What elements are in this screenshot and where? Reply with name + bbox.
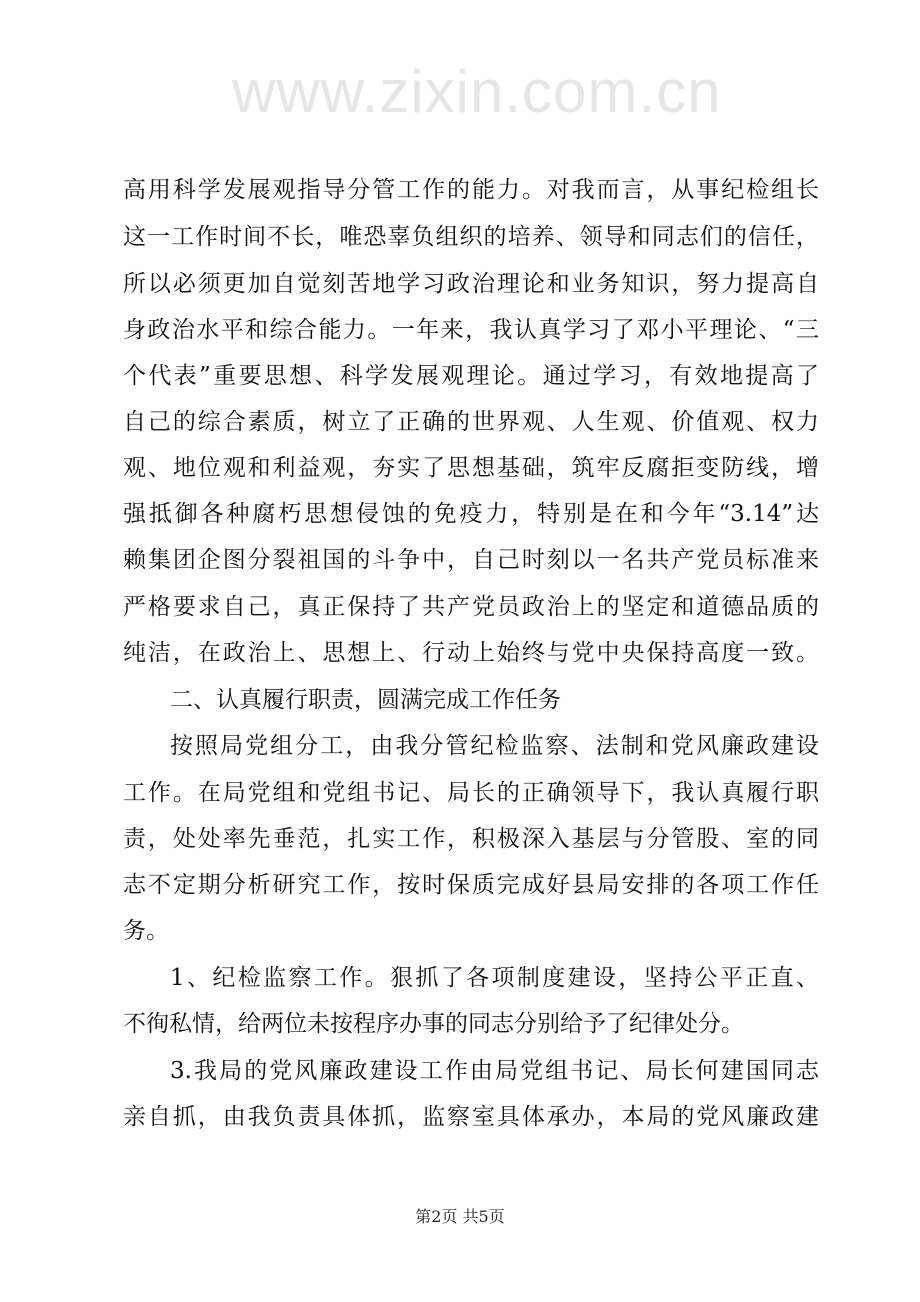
text-line: 高用科学发展观指导分管工作的能力。对我而言，从事纪检组长 — [123, 177, 819, 203]
text-line: 按照局党组分工，由我分管纪检监察、法制和党风廉政建设 — [170, 733, 819, 759]
text-line: 志不定期分析研究工作，按时保质完成好县局安排的各项工作任 — [123, 872, 819, 898]
text-line: 工作。在局党组和党组书记、局长的正确领导下，我认真履行职 — [123, 780, 819, 806]
watermark: www.zixin.com.cn — [232, 58, 722, 125]
text-line: 个代表”重要思想、科学发展观理论。通过学习，有效地提高了 — [123, 363, 819, 389]
text-line: 观、地位观和利益观，夯实了思想基础，筑牢反腐拒变防线，增 — [123, 455, 819, 481]
section-heading: 二、认真履行职责，圆满完成工作任务 — [170, 687, 561, 713]
text-line: 身政治水平和综合能力。一年来，我认真学习了邓小平理论、“三 — [123, 317, 819, 343]
text-line: 不徇私情，给两位未按程序办事的同志分别给予了纪律处分。 — [123, 1011, 744, 1037]
text-line: 自己的综合素质，树立了正确的世界观、人生观、价值观、权力 — [123, 409, 819, 435]
text-line: 1、纪检监察工作。狠抓了各项制度建设，坚持公平正直、 — [170, 965, 819, 991]
text-line: 责，处处率先垂范，扎实工作，积极深入基层与分管股、室的同 — [123, 826, 819, 852]
text-line: 强抵御各种腐朽思想侵蚀的免疫力，特别是在和今年“3.14”达 — [123, 501, 819, 527]
text-line: 亲自抓，由我负责具体抓，监察室具体承办，本局的党风廉政建 — [123, 1104, 819, 1130]
text-line: 严格要求自己，真正保持了共产党员政治上的坚定和道德品质的 — [123, 594, 819, 620]
text-line: 务。 — [123, 918, 169, 944]
text-line: 3.我局的党风廉政建设工作由局党组书记、局长何建国同志 — [170, 1058, 819, 1084]
text-line: 纯洁，在政治上、思想上、行动上始终与党中央保持高度一致。 — [123, 640, 819, 666]
text-line: 这一工作时间不长，唯恐辜负组织的培养、领导和同志们的信任， — [123, 224, 819, 250]
text-line: 赖集团企图分裂祖国的斗争中，自己时刻以一名共产党员标准来 — [123, 547, 819, 573]
text-line: 所以必须更加自觉刻苦地学习政治理论和业务知识，努力提高自 — [123, 271, 819, 297]
page-number-footer: 第2页 共5页 — [415, 1207, 505, 1226]
